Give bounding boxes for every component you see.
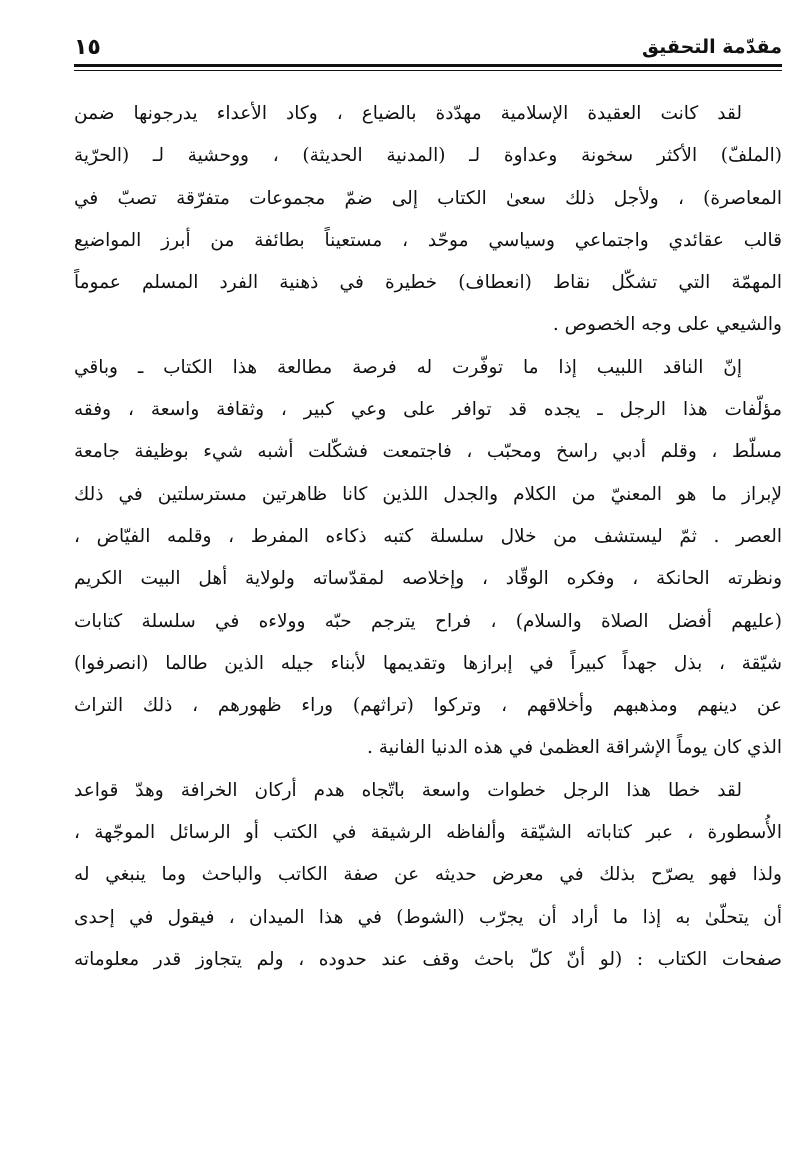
- text-line: المهمّة التي تشكّل نقاط (انعطاف) خطيرة في ذهنية الفرد المسلم عموماً: [74, 272, 782, 294]
- text-line: عن دينهم ومذهبهم وأخلاقهم ، وتركوا (تراثهم) وراء ظهورهم ، ذلك التراث: [74, 695, 782, 717]
- page-number: ١٥: [74, 34, 101, 60]
- text-line: مسلّط ، وقلم أدبي راسخ ومحبّب ، فاجتمعت فشكّلت أشبه شيء بوظيفة جامعة: [74, 441, 782, 463]
- text-line: (عليهم أفضل الصلاة والسلام) ، فراح يترجم حبّه وولاءه في سلسلة كتابات: [74, 610, 782, 632]
- text-line: إنّ الناقد اللبيب إذا ما توفّرت له فرصة مطالعة هذا الكتاب ـ وباقي: [74, 356, 742, 378]
- text-line: ونظرته الحانكة ، وفكره الوقّاد ، وإخلاصه لمقدّساته ولولاية أهل البيت الكريم: [74, 568, 782, 590]
- text-line: لقد خطا هذا الرجل خطوات واسعة باتّجاه هدم أركان الخرافة وهدّ قواعد: [74, 779, 742, 801]
- body-text: [74, 93, 782, 981]
- text-line: (الملفّ) الأكثر سخونة وعداوة لـ (المدنية الحديثة) ، ووحشية لـ (الحرّية: [74, 145, 782, 167]
- text-line: صفحات الكتاب : (لو أنّ كلّ باحث وقف عند حدوده ، ولم يتجاوز قدر معلوماته: [74, 948, 782, 970]
- text-line: قالب عقائدي واجتماعي وسياسي موحّد ، مستعيناً بطائفة من أبرز المواضيع: [74, 229, 782, 251]
- text-line: الذي كان يوماً الإشراقة العظمىٰ في هذه الدنيا الفانية .: [366, 737, 782, 759]
- page-header: [74, 30, 782, 64]
- text-line: والشيعي على وجه الخصوص .: [552, 314, 782, 336]
- text-line: ولذا فهو يصرّح بذلك في معرض حديثه عن صفة الكاتب والباحث وما ينبغي له: [74, 864, 782, 886]
- text-line: شيّقة ، بذل جهداً كبيراً في إبرازها وتقديمها لأبناء جيله الذين طالما (انصرفوا): [74, 652, 782, 674]
- text-line: المعاصرة) ، ولأجل ذلك سعىٰ الكتاب إلى ضمّ مجموعات متفرّقة تصبّ في: [74, 187, 782, 209]
- header-rule-thin: [74, 70, 782, 71]
- text-line: الأُسطورة ، عبر كتاباته الشيّقة وألفاظه الرشيقة في الكتب أو الرسائل الموجّهة ،: [74, 822, 782, 844]
- text-line: لقد كانت العقيدة الإسلامية مهدّدة بالضياع ، وكاد الأعداء يدرجونها ضمن: [74, 103, 742, 124]
- text-line: أن يتحلّىٰ به إذا ما أراد أن يجرّب (الشوط) في هذا الميدان ، فيقول في إحدى: [74, 906, 782, 928]
- text-line: لإبراز ما هو المعنيّ من الكلام والجدل اللذين كانا ظاهرتين مسترسلتين في ذلك: [74, 483, 782, 505]
- header-rule-thick: [74, 64, 782, 67]
- text-line: مؤلّفات هذا الرجل ـ يجده قد توافر على وعي كبير ، وثقافة واسعة ، وفقه: [74, 399, 782, 421]
- text-line: العصر . ثمّ ليستشف من خلال سلسلة كتبه ذكاءه المفرط ، وقلمه الفيّاض ،: [74, 525, 782, 547]
- running-title: مقدّمة التحقيق: [642, 36, 782, 58]
